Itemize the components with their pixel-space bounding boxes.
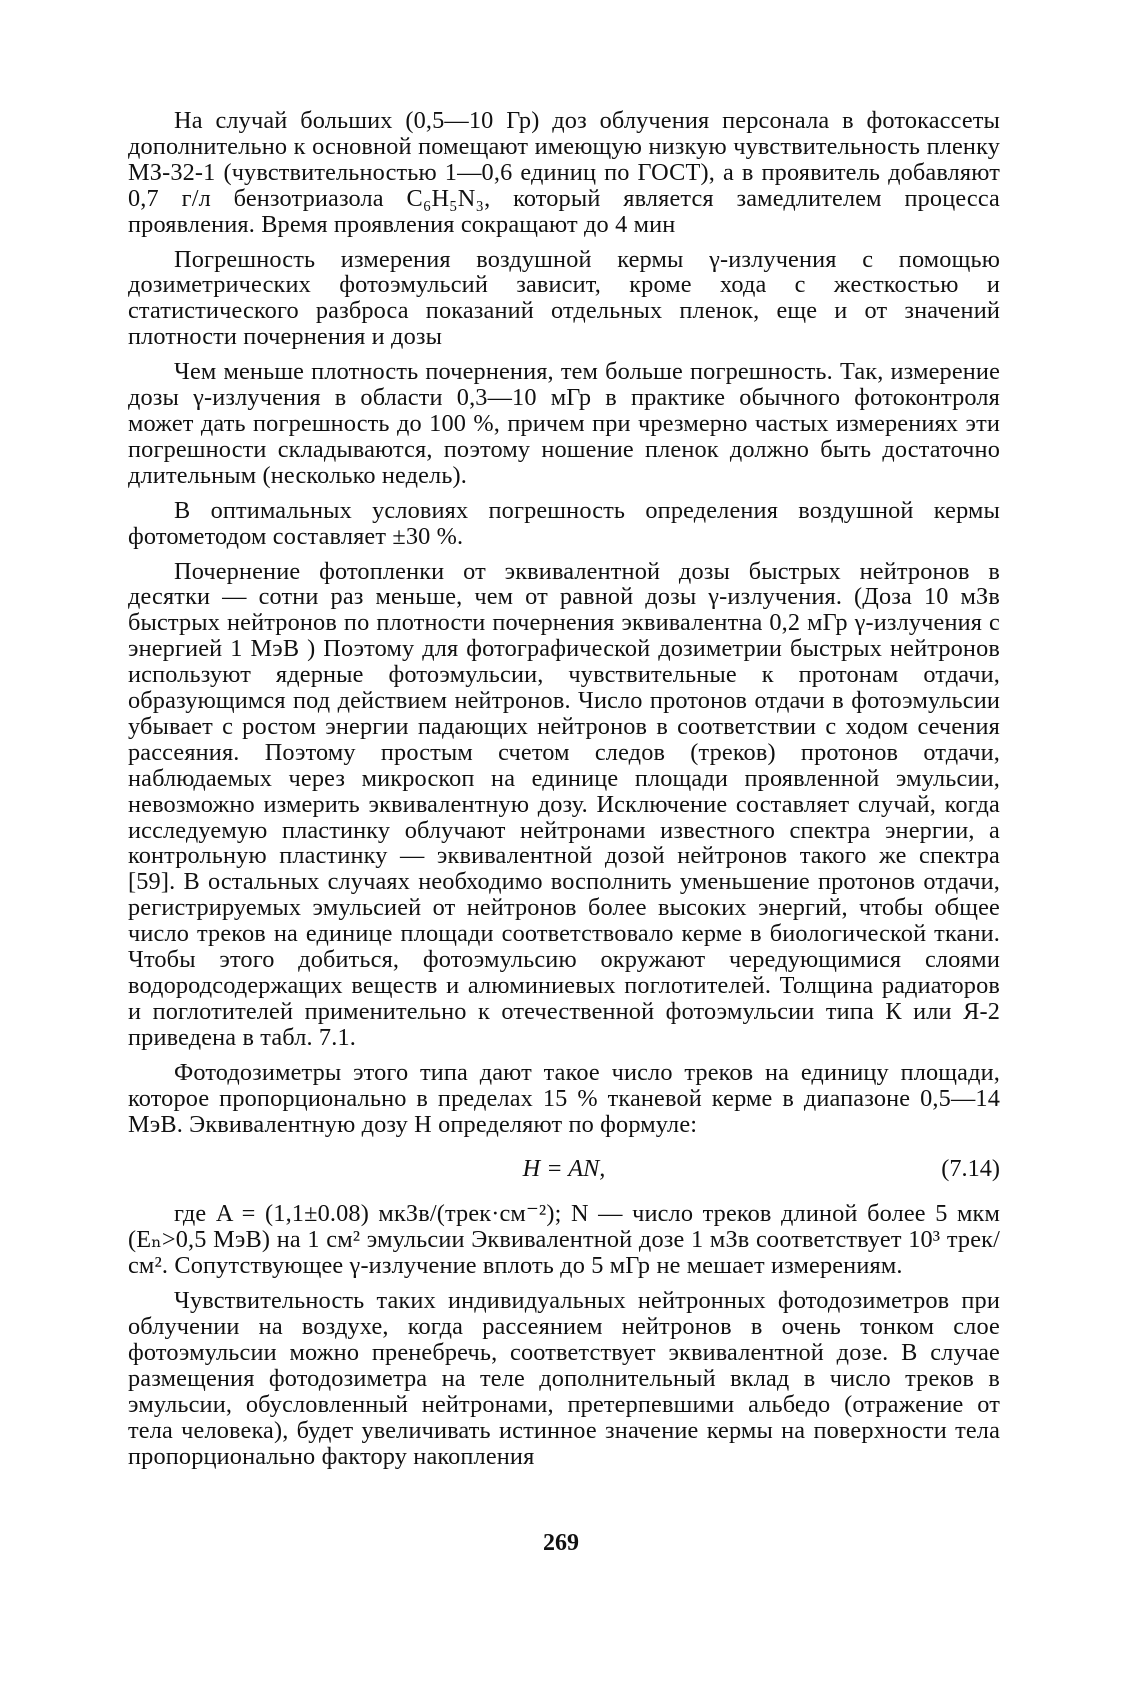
page-number: 269 [543, 1530, 579, 1556]
paragraph-photodosimeters: Фотодозиметры этого типа дают такое число треков на единицу площади, которое пропорционально в пределах 15 % тканевой керме в диапазоне 0,5—14 МэВ. Эквивалентную дозу H определяют по формуле: [128, 1058, 1000, 1138]
paragraph-formula-explanation: где A = (1,1±0.08) мкЗв/(трек·см⁻²); N — число треков длиной более 5 мкм (Eₙ>0,5 МэВ) на 1 см² эмульсии Эквивалентной дозе 1 мЗв соответствует 10³ трек/см². Сопутствующее γ-излучение вплоть до 5 мГр не мешает измерениям. [128, 1200, 1000, 1280]
equation-number: (7.14) [941, 1155, 1000, 1183]
equation-7-14 [128, 1151, 1000, 1191]
paragraph-blackening-density: Чем меньше плотность почернения, тем больше погрешность. Так, измерение дозы γ-излучения в области 0,3—10 мГр в практике обычного фотоконтроля может дать погрешность до 100 %, причем при чрезмерно частых измерениях эти погрешности складываются, поэтому ношение пленок должно быть достаточно длительным (несколько недель). [128, 358, 1000, 489]
paragraph-high-dose: На случай больших (0,5—10 Гр) доз облучения персонала в фотокассеты дополнительно к основной помещают имеющую низкую чувствительность пленку МЗ-32-1 (чувствительностью 1—0,6 единиц по ГОСТ), а в проявитель добавляют 0,7 г/л бензотриазола C₆H₅N₃, который является замедлителем процесса проявления. Время проявления сокращают до 4 мин [128, 107, 1000, 238]
paragraph-measurement-error: Погрешность измерения воздушной кермы γ-излучения с помощью дозиметрических фотоэмульсий зависит, кроме хода с жесткостью и статистического разброса показаний отдельных пленок, еще и от значений плотности почернения и дозы [128, 245, 1000, 351]
text-block [128, 108, 1000, 1479]
paragraph-fast-neutrons: Почернение фотопленки от эквивалентной дозы быстрых нейтронов в десятки — сотни раз меньше, чем от равной дозы γ-излучения. (Доза 10 мЗв быстрых нейтронов по плотности почернения эквивалентна 0,2 мГр γ-излучения с энергией 1 МэВ ) Поэтому для фотографической дозиметрии быстрых нейтронов используют ядерные фотоэмульсии, чувствительные к протонам отдачи, образующимся под действием нейтронов. Число протонов отдачи в фотоэмульсии убывает с ростом энергии падающих нейтронов в соответствии с ходом сечения рассеяния. Поэтому простым счетом следов (треков) протонов отдачи, наблюдаемых через микроскоп на единице площади проявленной эмульсии, невозможно измерить эквивалентную дозу. Исключение составляет случай, когда исследуемую пластинку облучают нейтронами известного спектра энергии, а контрольную пластинку — эквивалентной дозой нейтронов такого же спектра [59]. В остальных случаях необходимо восполнить уменьшение протонов отдачи, регистрируемых эмульсией от нейтронов более высоких энергий, чтобы общее число треков на единице площади соответствовало керме в биологической ткани. Чтобы этого добиться, фотоэмульсию окружают чередующимися слоями водородсодержащих веществ и алюминиевых поглотителей. Толщина радиаторов и поглотителей применительно к отечественной фотоэмульсии типа К или Я-2 приведена в табл. 7.1. [128, 557, 1000, 1051]
paragraph-sensitivity: Чувствительность таких индивидуальных нейтронных фотодозиметров при облучении на воздухе, когда рассеянием нейтронов в очень тонком слое фотоэмульсии можно пренебречь, соответствует эквивалентной дозе. В случае размещения фотодозиметра на теле дополнительный вклад в число треков в эмульсии, обусловленный нейтронами, претерпевшими альбедо (отражение от тела человека), будет увеличивать истинное значение кермы на поверхности тела пропорционально фактору накопления [128, 1287, 1000, 1470]
paragraph-optimal-conditions: В оптимальных условиях погрешность определения воздушной кермы фотометодом составляет ±30 %. [128, 496, 1000, 550]
equation-expression: H = AN, [522, 1155, 606, 1183]
